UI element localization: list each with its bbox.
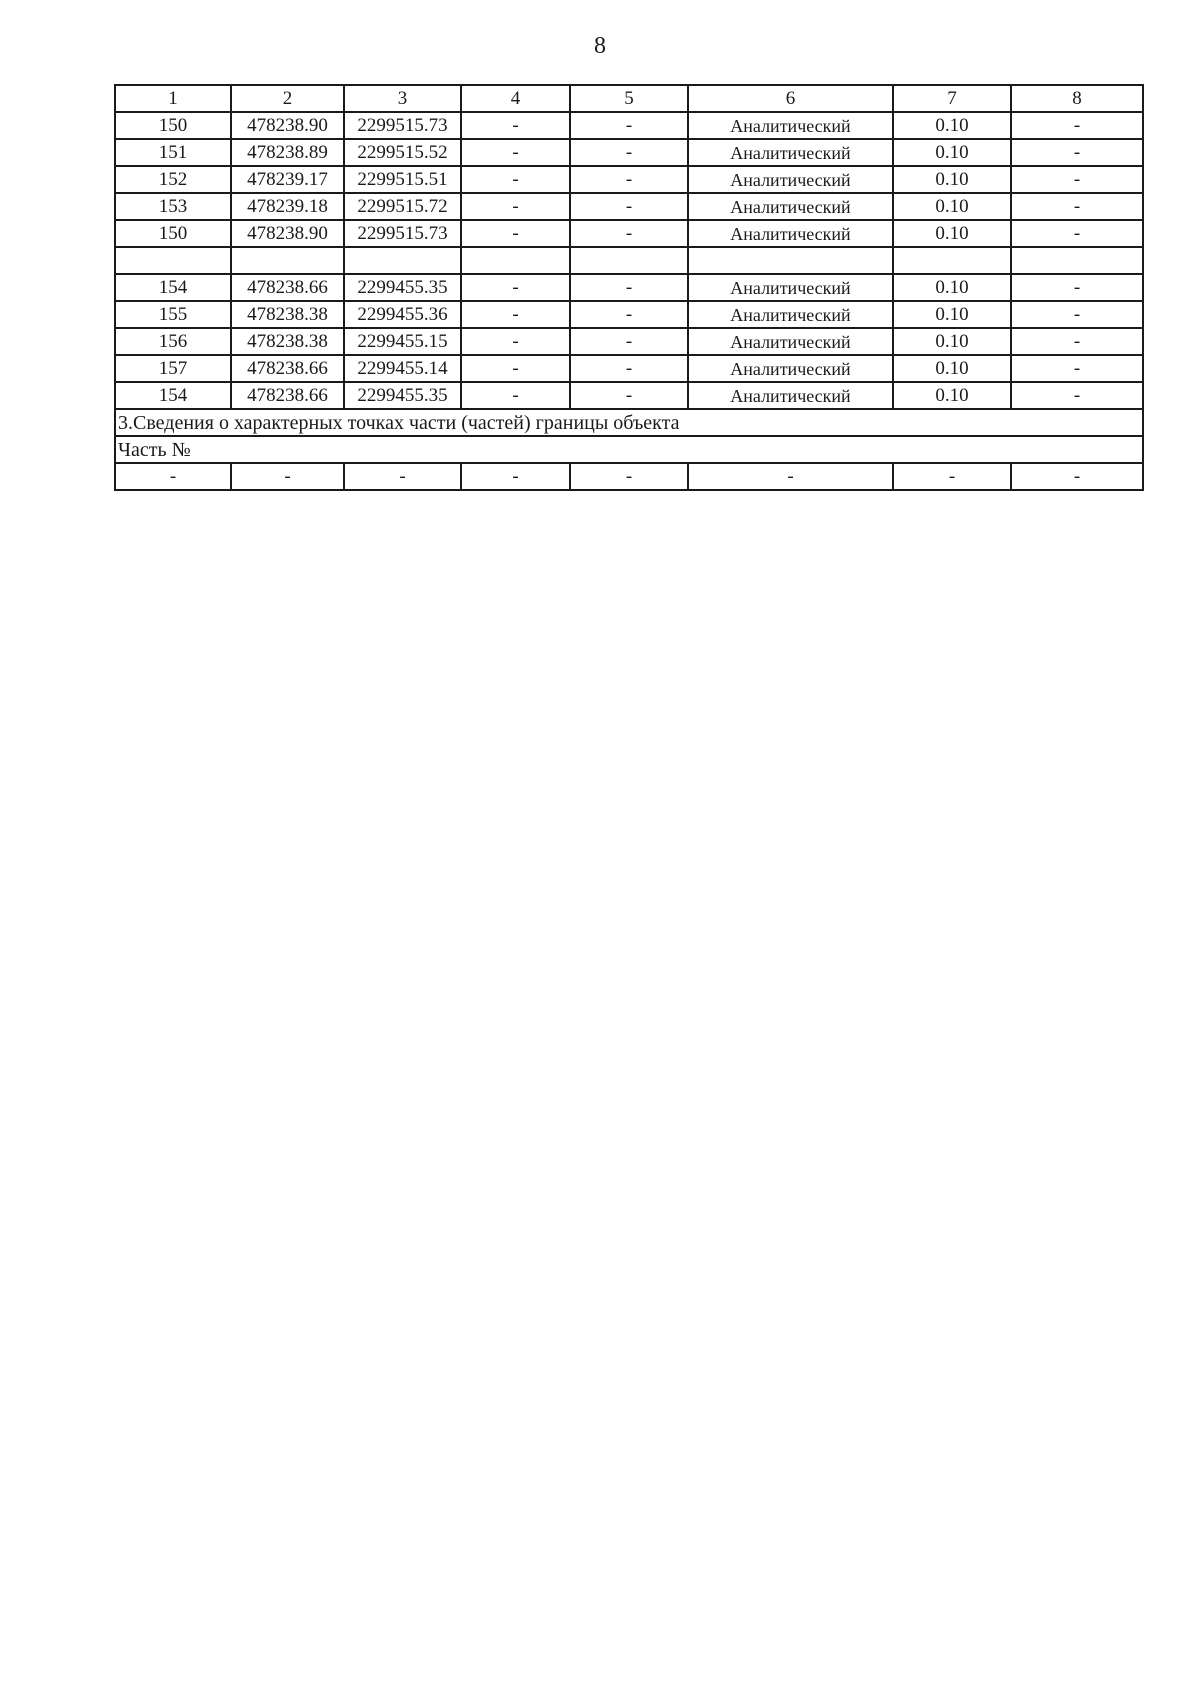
empty-value-cell: - (1011, 463, 1143, 490)
y-coordinate-cell: 2299515.51 (344, 166, 461, 193)
y-coordinate-cell: 2299455.35 (344, 382, 461, 409)
column-8-cell: - (1011, 355, 1143, 382)
header-cell: 4 (461, 85, 570, 112)
accuracy-cell: 0.10 (893, 193, 1011, 220)
column-5-cell: - (570, 139, 688, 166)
column-8-cell: - (1011, 193, 1143, 220)
header-cell: 1 (115, 85, 231, 112)
point-number-cell: 156 (115, 328, 231, 355)
column-4-cell: - (461, 382, 570, 409)
column-8-cell: - (1011, 139, 1143, 166)
x-coordinate-cell: 478238.66 (231, 382, 344, 409)
column-5-cell: - (570, 112, 688, 139)
accuracy-cell (893, 247, 1011, 274)
point-number-cell: 154 (115, 274, 231, 301)
y-coordinate-cell: 2299455.15 (344, 328, 461, 355)
accuracy-cell: 0.10 (893, 382, 1011, 409)
point-number-cell: 153 (115, 193, 231, 220)
method-cell: Аналитический (688, 112, 893, 139)
header-cell: 3 (344, 85, 461, 112)
header-cell: 8 (1011, 85, 1143, 112)
table-row (115, 355, 1143, 382)
column-4-cell: - (461, 220, 570, 247)
column-4-cell: - (461, 139, 570, 166)
accuracy-cell: 0.10 (893, 301, 1011, 328)
method-cell: Аналитический (688, 274, 893, 301)
method-cell: Аналитический (688, 220, 893, 247)
point-number-cell: 154 (115, 382, 231, 409)
point-number-cell: 155 (115, 301, 231, 328)
header-cell: 7 (893, 85, 1011, 112)
x-coordinate-cell: 478239.17 (231, 166, 344, 193)
column-4-cell: - (461, 355, 570, 382)
column-8-cell: - (1011, 382, 1143, 409)
header-cell: 6 (688, 85, 893, 112)
column-4-cell: - (461, 166, 570, 193)
table-row (115, 193, 1143, 220)
page-number: 8 (594, 33, 606, 59)
method-cell: Аналитический (688, 382, 893, 409)
x-coordinate-cell (231, 247, 344, 274)
table-row (115, 220, 1143, 247)
accuracy-cell: 0.10 (893, 166, 1011, 193)
method-cell: Аналитический (688, 166, 893, 193)
method-cell: Аналитический (688, 355, 893, 382)
accuracy-cell: 0.10 (893, 328, 1011, 355)
header-cell: 5 (570, 85, 688, 112)
column-8-cell: - (1011, 166, 1143, 193)
x-coordinate-cell: 478238.90 (231, 220, 344, 247)
empty-value-cell: - (461, 463, 570, 490)
empty-value-cell: - (570, 463, 688, 490)
accuracy-cell: 0.10 (893, 139, 1011, 166)
table-row (115, 328, 1143, 355)
column-8-cell (1011, 247, 1143, 274)
y-coordinate-cell: 2299455.35 (344, 274, 461, 301)
accuracy-cell: 0.10 (893, 220, 1011, 247)
accuracy-cell: 0.10 (893, 112, 1011, 139)
method-cell: Аналитический (688, 328, 893, 355)
x-coordinate-cell: 478238.38 (231, 328, 344, 355)
point-number-cell: 157 (115, 355, 231, 382)
table-row (115, 139, 1143, 166)
header-row (115, 85, 1143, 112)
column-5-cell: - (570, 166, 688, 193)
x-coordinate-cell: 478239.18 (231, 193, 344, 220)
point-number-cell: 151 (115, 139, 231, 166)
y-coordinate-cell: 2299515.73 (344, 220, 461, 247)
column-8-cell: - (1011, 301, 1143, 328)
method-cell: Аналитический (688, 139, 893, 166)
header-cell: 2 (231, 85, 344, 112)
table-row (115, 382, 1143, 409)
x-coordinate-cell: 478238.89 (231, 139, 344, 166)
y-coordinate-cell: 2299455.14 (344, 355, 461, 382)
empty-value-cell: - (893, 463, 1011, 490)
table-row (115, 463, 1143, 490)
empty-value-cell: - (231, 463, 344, 490)
table-row (115, 301, 1143, 328)
x-coordinate-cell: 478238.66 (231, 355, 344, 382)
column-8-cell: - (1011, 112, 1143, 139)
point-number-cell: 150 (115, 220, 231, 247)
column-5-cell: - (570, 328, 688, 355)
column-4-cell: - (461, 301, 570, 328)
method-cell (688, 247, 893, 274)
method-cell: Аналитический (688, 193, 893, 220)
point-number-cell (115, 247, 231, 274)
accuracy-cell: 0.10 (893, 274, 1011, 301)
y-coordinate-cell: 2299455.36 (344, 301, 461, 328)
coordinates-table (114, 84, 1144, 491)
point-number-cell: 150 (115, 112, 231, 139)
column-4-cell: - (461, 274, 570, 301)
part-row (115, 436, 1143, 463)
accuracy-cell: 0.10 (893, 355, 1011, 382)
column-8-cell: - (1011, 220, 1143, 247)
empty-value-cell: - (344, 463, 461, 490)
column-5-cell: - (570, 193, 688, 220)
x-coordinate-cell: 478238.66 (231, 274, 344, 301)
column-5-cell: - (570, 355, 688, 382)
column-5-cell: - (570, 220, 688, 247)
x-coordinate-cell: 478238.38 (231, 301, 344, 328)
method-cell: Аналитический (688, 301, 893, 328)
y-coordinate-cell: 2299515.52 (344, 139, 461, 166)
empty-value-cell: - (688, 463, 893, 490)
y-coordinate-cell: 2299515.72 (344, 193, 461, 220)
section-title: 3.Сведения о характерных точках части (частей) границы объекта (115, 409, 1143, 436)
column-4-cell: - (461, 328, 570, 355)
table-body (115, 85, 1143, 490)
empty-value-cell: - (115, 463, 231, 490)
table-row (115, 112, 1143, 139)
table-row (115, 166, 1143, 193)
column-8-cell: - (1011, 274, 1143, 301)
column-5-cell: - (570, 301, 688, 328)
column-5-cell (570, 247, 688, 274)
column-5-cell: - (570, 274, 688, 301)
column-4-cell (461, 247, 570, 274)
section-row (115, 409, 1143, 436)
part-label: Часть № (115, 436, 1143, 463)
y-coordinate-cell: 2299515.73 (344, 112, 461, 139)
column-5-cell: - (570, 382, 688, 409)
x-coordinate-cell: 478238.90 (231, 112, 344, 139)
point-number-cell: 152 (115, 166, 231, 193)
y-coordinate-cell (344, 247, 461, 274)
table-row (115, 274, 1143, 301)
column-4-cell: - (461, 193, 570, 220)
column-8-cell: - (1011, 328, 1143, 355)
table-row (115, 247, 1143, 274)
column-4-cell: - (461, 112, 570, 139)
